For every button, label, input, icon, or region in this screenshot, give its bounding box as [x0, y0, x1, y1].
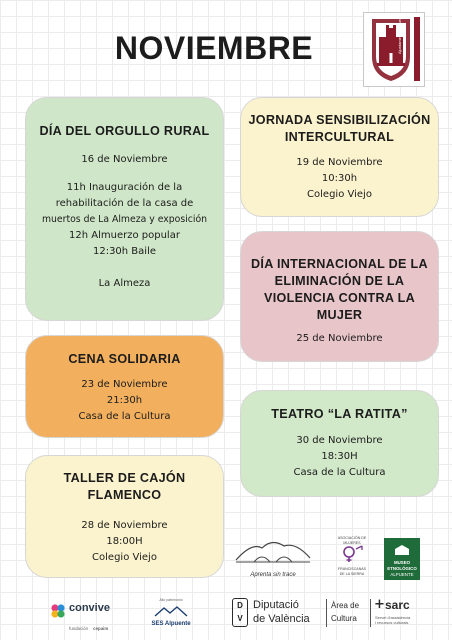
museo-line: ETNOLÓGICO	[387, 566, 417, 571]
event-place: Colegio Viejo	[92, 552, 157, 563]
event-detail-line: muertos de La Almeza y exposición	[41, 214, 208, 225]
ses-alpuente-logo	[143, 598, 199, 628]
aprenta-logo	[232, 534, 314, 580]
sarc-sub: Servei d'assistència	[375, 615, 411, 620]
event-title: CENA SOLIDARIA	[68, 352, 181, 366]
event-time: 18:30H	[321, 451, 358, 462]
event-title: TEATRO “LA RATITA”	[271, 407, 408, 421]
page-title: NOVIEMBRE	[114, 30, 314, 66]
convive-dots-icon	[50, 603, 66, 619]
sarc-label: sarc	[385, 598, 410, 612]
aprenta-label: Aprenta sin trace	[250, 572, 296, 578]
crest-castle-icon	[364, 13, 424, 86]
ses-small-text: Alto patrimonio	[159, 598, 183, 602]
event-detail-line: 12:30h Baile	[92, 246, 157, 257]
museo-etnologico-logo	[384, 538, 420, 580]
event-date: 23 de Noviembre	[81, 379, 168, 390]
event-time: 10:30h	[321, 173, 358, 184]
event-card-sensibilizacion	[240, 97, 439, 217]
event-title: FLAMENCO	[87, 488, 162, 502]
convive-sub: fundación	[69, 626, 89, 631]
event-detail-line: 12h Almuerzo popular	[69, 230, 180, 241]
asoc-line: FRANCISCANAS	[337, 567, 367, 571]
event-title: INTERCULTURAL	[284, 130, 395, 144]
museo-line: MUSEO	[393, 560, 411, 565]
event-time: 18:00H	[106, 536, 143, 547]
event-detail-line: rehabilitación de la casa de	[55, 198, 194, 209]
event-place: Casa de la Cultura	[293, 467, 386, 478]
event-place: Colegio Viejo	[307, 189, 372, 200]
convive-brand: cepaim	[93, 626, 109, 631]
event-card-cena-solidaria	[25, 335, 224, 438]
asoc-line: DE LA SIERRA	[339, 571, 365, 576]
event-title: TALLER DE CAJÓN	[63, 471, 186, 485]
event-time: 21:30h	[106, 395, 143, 406]
event-title: VIOLENCIA CONTRA LA	[264, 291, 415, 305]
asoc-line: MUJERES	[343, 540, 361, 545]
municipal-crest	[363, 12, 425, 87]
event-card-orgullo-rural	[25, 97, 224, 321]
event-title: JORNADA SENSIBILIZACIÓN	[248, 113, 431, 127]
sarc-sub: i recursos culturals	[375, 620, 409, 625]
event-card-teatro	[240, 390, 439, 497]
event-date: 28 de Noviembre	[81, 520, 168, 531]
event-date: 16 de Noviembre	[81, 154, 168, 165]
convive-logo	[50, 601, 118, 631]
divider	[370, 599, 371, 627]
event-date: 25 de Noviembre	[296, 333, 383, 344]
plus-icon: +	[374, 597, 385, 612]
museo-line: ALPUENTE	[390, 572, 414, 577]
area-line: Cultura	[331, 614, 357, 623]
event-card-cajon-flamenco	[25, 455, 224, 578]
event-title: DÍA INTERNACIONAL DE LA	[251, 257, 428, 271]
women-symbol-icon	[339, 545, 365, 563]
ses-label: SES Alpuente	[151, 621, 191, 627]
dv-line: de València	[253, 613, 310, 625]
event-title: ELIMINACIÓN DE LA	[274, 274, 405, 288]
museum-building-icon	[394, 544, 410, 556]
event-date: 30 de Noviembre	[296, 435, 383, 446]
sarc-logo	[374, 598, 434, 628]
area-line: Àrea de	[331, 601, 360, 610]
crest-side-text: Ajuntament d'Alpuente	[397, 13, 402, 54]
event-date: 19 de Noviembre	[296, 157, 383, 168]
event-place: La Almeza	[98, 278, 151, 289]
area-cultura-logo	[331, 599, 367, 627]
bridge-sketch-icon	[232, 534, 314, 568]
dv-line: Diputació	[253, 599, 299, 611]
convive-label: convive	[69, 602, 110, 614]
event-place: Casa de la Cultura	[78, 411, 171, 422]
event-title: MUJER	[316, 308, 363, 322]
ses-landscape-icon	[154, 605, 188, 617]
event-detail-line: 11h Inauguración de la	[66, 182, 183, 193]
dv-monogram-icon: D V	[232, 598, 248, 627]
asociacion-mujeres-logo	[328, 536, 376, 580]
event-title: DÍA DEL ORGULLO RURAL	[39, 124, 210, 138]
asoc-line: ASOCIACIÓN DE	[337, 536, 367, 540]
diputacio-valencia-logo	[232, 598, 320, 628]
event-card-violencia-mujer	[240, 231, 439, 362]
divider	[326, 599, 327, 627]
